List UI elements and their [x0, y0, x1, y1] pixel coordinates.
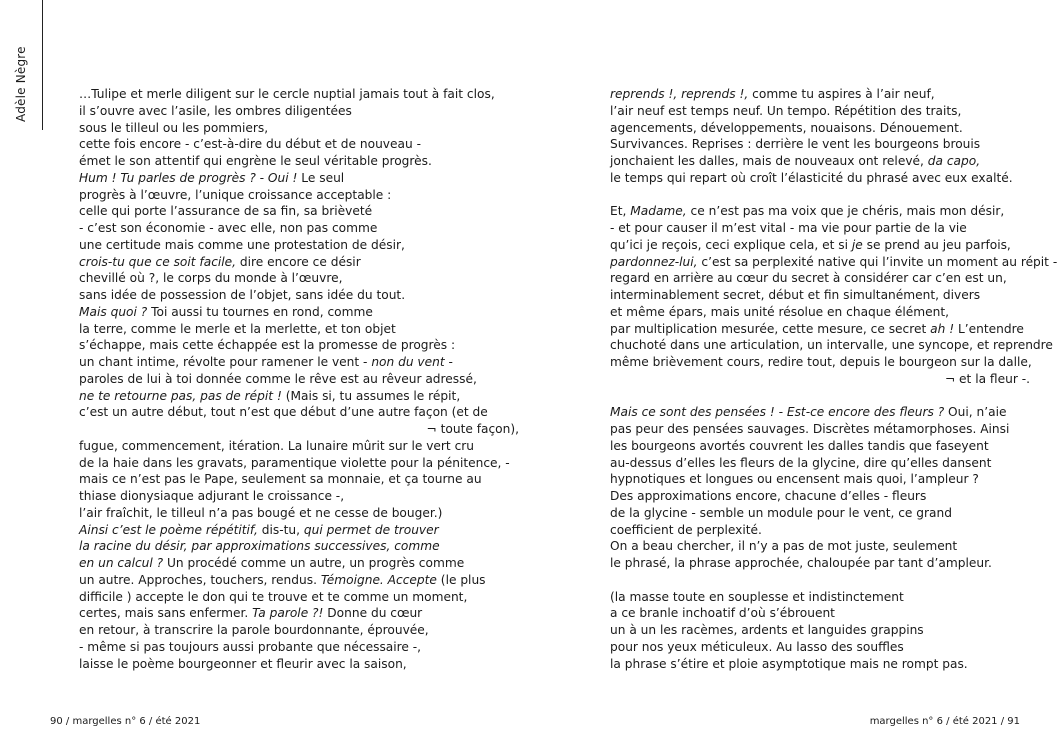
text-line — [79, 220, 519, 237]
text-segment: s’échappe, mais cette échappée est la promesse de progrès : — [79, 338, 456, 353]
text-segment: certes, mais sans enfermer. — [79, 606, 253, 621]
text-line — [610, 254, 1058, 271]
text-segment: a ce branle inchoatif d’où s’ébrouent — [610, 606, 835, 621]
text-segment: - même si pas toujours aussi probante que nécessaire -, — [79, 639, 422, 654]
text-segment: l’air fraîchit, le tilleul n’a pas bougé et ne cesse de bouger.) — [79, 505, 443, 520]
text-segment: ¬ et la fleur -. — [944, 371, 1030, 386]
text-segment: l’air neuf est temps neuf. Un tempo. Répétition des traits, — [610, 103, 962, 118]
text-line — [79, 203, 519, 220]
text-segment: de la haie dans les gravats, paramentique violette pour la pénitence, - — [79, 455, 510, 470]
italic-text: ne te retourne pas, pas de répit ! — [79, 388, 282, 403]
folio-right: margelles n° 6 / été 2021 / 91 — [869, 716, 1020, 727]
italic-text: reprends !, reprends !, — [610, 87, 749, 101]
text-line — [79, 471, 519, 488]
text-line — [79, 270, 519, 287]
text-line — [79, 421, 519, 438]
text-segment: comme tu aspires à l’air neuf, — [748, 87, 935, 101]
text-segment: c’est sa perplexité native qui l’invite un moment au répit - — [697, 254, 1058, 269]
text-segment: laisse le poème bourgeonner et fleurir avec la saison, — [79, 656, 407, 671]
italic-text: pardonnez-lui, — [610, 254, 698, 269]
text-line — [610, 589, 1030, 606]
stanza-break — [610, 572, 1030, 589]
stanza-break — [610, 187, 1030, 204]
text-segment: ce n’est pas ma voix que je chéris, mais mon désir, — [686, 204, 1005, 219]
margin-rule — [42, 0, 43, 130]
text-segment: Donne du cœur — [323, 606, 423, 621]
text-line — [79, 153, 519, 170]
text-line — [79, 639, 519, 656]
text-segment: fugue, commencement, itération. La lunaire mûrit sur le vert cru — [79, 438, 475, 453]
text-segment: chevillé où ?, le corps du monde à l’œuvre, — [79, 271, 343, 286]
italic-text: da capo, — [927, 154, 981, 168]
folio-left: 90 / margelles n° 6 / été 2021 — [50, 716, 201, 727]
poem-right-column — [610, 86, 1058, 672]
text-line — [610, 304, 1030, 321]
text-line — [610, 639, 1030, 656]
text-line — [610, 203, 1030, 220]
text-segment: sans idée de possession de l’objet, sans idée du tout. — [79, 288, 406, 302]
text-line — [610, 471, 1030, 488]
text-line — [610, 622, 1030, 639]
text-line — [610, 488, 1030, 505]
text-segment: Oui, n’aie — [944, 405, 1007, 420]
text-segment: jonchaient les dalles, mais de nouveaux ont relevé, — [610, 154, 928, 168]
text-segment: regard en arrière au cœur du secret à considérer car c’en est un, — [610, 271, 1007, 286]
text-line — [79, 572, 519, 589]
text-line — [610, 354, 1030, 371]
text-line — [79, 354, 519, 371]
text-segment: (Mais si, tu assumes le répit, — [281, 388, 461, 403]
text-segment: émet le son attentif qui engrène le seul véritable progrès. — [79, 154, 432, 168]
text-segment: la terre, comme le merle et la merlette, et ton objet — [79, 321, 396, 336]
text-line — [610, 555, 1030, 572]
text-segment: le temps qui repart où croît l’élasticité du phrasé avec eux exalté. — [610, 170, 1013, 185]
text-line — [610, 522, 1030, 539]
text-line — [610, 103, 1030, 120]
italic-text: Témoigne. Accepte — [320, 572, 437, 587]
text-segment: interminablement secret, début et fin simultanément, divers — [610, 288, 981, 302]
italic-text: Ainsi c’est le poème répétitif, — [79, 522, 258, 537]
italic-text: ah ! — [930, 321, 955, 336]
text-segment: dire encore ce désir — [236, 254, 361, 269]
text-segment: cette fois encore - c’est-à-dire du début et de nouveau - — [79, 137, 421, 152]
text-segment: chuchoté dans une articulation, un intervalle, une syncope, et reprendre — [610, 338, 1053, 353]
text-line — [79, 321, 519, 338]
text-segment: (le plus — [436, 572, 486, 587]
text-line — [610, 120, 1030, 137]
author-name-vertical — [14, 42, 36, 122]
text-segment: pas peur des pensées sauvages. Discrètes métamorphoses. Ainsi — [610, 422, 1010, 436]
text-line — [610, 455, 1030, 472]
italic-text: Ta parole ?! — [252, 606, 324, 621]
italic-text: en un calcul ? — [79, 556, 164, 570]
text-segment: Des approximations encore, chacune d’elles - fleurs — [610, 489, 927, 503]
text-line — [610, 538, 1030, 555]
italic-text: Mais ce sont des pensées ! - Est-ce encore des fleurs ? — [610, 405, 945, 420]
text-line — [79, 254, 519, 271]
text-line — [79, 622, 519, 639]
italic-text: qui permet de trouver — [303, 522, 439, 537]
text-segment: - c’est son économie - avec elle, non pas comme — [79, 221, 378, 235]
text-segment: qu’ici je reçois, ceci explique cela, et si — [610, 237, 852, 252]
text-line — [79, 538, 519, 555]
text-segment: le phrasé, la phrase approchée, chaloupée par tant d’ampleur. — [610, 556, 992, 570]
text-segment: se prend au jeu parfois, — [862, 237, 1011, 252]
text-line — [79, 136, 519, 153]
text-segment: au-dessus d’elles les fleurs de la glycine, dire qu’elles dansent — [610, 455, 992, 470]
text-line — [79, 388, 519, 405]
text-segment: Le seul — [297, 170, 345, 185]
text-segment: Un procédé comme un autre, un progrès comme — [163, 556, 465, 570]
text-line — [79, 488, 519, 505]
italic-text: Madame, — [630, 204, 687, 219]
text-segment: L’entendre — [954, 321, 1024, 336]
text-line — [610, 421, 1030, 438]
stanza-break — [610, 388, 1030, 405]
text-line — [610, 505, 1030, 522]
text-segment: c’est un autre début, tout n’est que début d’une autre façon (et de — [79, 405, 488, 420]
text-line — [79, 605, 519, 622]
text-line — [610, 371, 1030, 388]
text-line — [79, 438, 519, 455]
text-segment: Survivances. Reprises : derrière le vent les bourgeons brouis — [610, 137, 981, 152]
text-line — [79, 120, 519, 137]
italic-text: Mais quoi ? — [79, 304, 148, 319]
text-line — [610, 153, 1030, 170]
text-line — [79, 404, 519, 421]
text-segment: hypnotiques et longues ou encensent mais quoi, l’ampleur ? — [610, 472, 979, 487]
text-segment: - et pour causer il m’est vital - ma vie pour partie de la vie — [610, 221, 967, 235]
text-segment: On a beau chercher, il n’y a pas de mot juste, seulement — [610, 539, 958, 554]
italic-text: crois-tu que ce soit facile, — [79, 254, 237, 269]
italic-text: non du vent — [371, 355, 445, 369]
text-segment: agencements, développements, nouaisons. Dénouement. — [610, 120, 963, 135]
text-segment: - — [444, 355, 453, 369]
text-line — [79, 371, 519, 388]
text-line — [79, 337, 519, 354]
text-segment: une certitude mais comme une protestation de désir, — [79, 237, 405, 252]
text-line — [610, 656, 1030, 673]
author-name: Adèle Nègre — [14, 46, 28, 122]
text-segment: et même épars, mais unité résolue en chaque élément, — [610, 304, 949, 319]
text-segment: celle qui porte l’assurance de sa fin, sa brièveté — [79, 204, 373, 219]
text-segment: Toi aussi tu tournes en rond, comme — [147, 304, 373, 319]
text-line — [79, 656, 519, 673]
text-segment: sous le tilleul ou les pommiers, — [79, 120, 269, 135]
text-segment: les bourgeons avortés couvrent les dalles tandis que faseyent — [610, 438, 989, 453]
text-line — [610, 270, 1030, 287]
text-line — [610, 404, 1030, 421]
text-segment: pour nos yeux méticuleux. Au lasso des souffles — [610, 639, 904, 654]
text-segment: il s’ouvre avec l’asile, les ombres diligentées — [79, 103, 352, 118]
text-line — [610, 220, 1030, 237]
text-segment: la phrase s’étire et ploie asymptotique mais ne rompt pas. — [610, 656, 968, 671]
text-segment: progrès à l’œuvre, l’unique croissance acceptable : — [79, 187, 392, 202]
text-segment: thiase dionysiaque adjurant le croissance -, — [79, 489, 345, 503]
text-line — [79, 86, 519, 103]
text-line — [79, 505, 519, 522]
text-line — [79, 187, 519, 204]
text-segment: un à un les racèmes, ardents et languides grappins — [610, 623, 924, 637]
text-segment: même brièvement cours, redire tout, depuis le bourgeon sur la dalle, — [610, 355, 1032, 369]
text-segment: paroles de lui à toi donnée comme le rêve est au rêveur adressé, — [79, 371, 477, 386]
text-segment: par multiplication mesurée, cette mesure, ce secret — [610, 321, 931, 336]
text-segment: (la masse toute en souplesse et indistinctement — [610, 589, 904, 604]
poem-left-column — [79, 86, 519, 672]
text-line — [610, 86, 1030, 103]
text-line — [610, 170, 1030, 187]
text-line — [610, 337, 1053, 354]
text-segment: en retour, à transcrire la parole bourdonnante, éprouvée, — [79, 623, 429, 637]
text-line — [610, 321, 1030, 338]
text-segment: un autre. Approches, touchers, rendus. — [79, 572, 321, 587]
text-line — [79, 589, 519, 606]
text-line — [79, 455, 519, 472]
text-line — [79, 103, 519, 120]
text-segment: …Tulipe et merle diligent sur le cercle nuptial jamais tout à fait clos, — [79, 87, 495, 101]
text-line — [610, 287, 1030, 304]
text-line — [79, 237, 519, 254]
text-segment: coefficient de perplexité. — [610, 522, 762, 537]
text-line — [610, 438, 1030, 455]
text-segment: difficile ) accepte le don qui te trouve et te comme un moment, — [79, 589, 468, 604]
text-line — [79, 522, 519, 539]
text-line — [79, 287, 519, 304]
italic-text: la racine du désir, par approximations successives, comme — [79, 539, 440, 554]
text-line — [610, 136, 1030, 153]
italic-text: Hum ! Tu parles de progrès ? - Oui ! — [79, 170, 298, 185]
text-line — [610, 605, 1030, 622]
text-line — [79, 555, 519, 572]
text-segment: ¬ toute façon), — [426, 422, 519, 436]
italic-text: je — [851, 237, 863, 252]
text-line — [610, 237, 1030, 254]
text-line — [79, 304, 519, 321]
text-segment: Et, — [610, 204, 631, 219]
text-segment: de la glycine - semble un module pour le vent, ce grand — [610, 505, 952, 520]
text-segment: mais ce n’est pas le Pape, seulement sa monnaie, et ça tourne au — [79, 472, 482, 487]
text-line — [79, 170, 519, 187]
text-segment: un chant intime, révolte pour ramener le vent - — [79, 355, 372, 369]
text-segment: dis-tu, — [257, 522, 304, 537]
